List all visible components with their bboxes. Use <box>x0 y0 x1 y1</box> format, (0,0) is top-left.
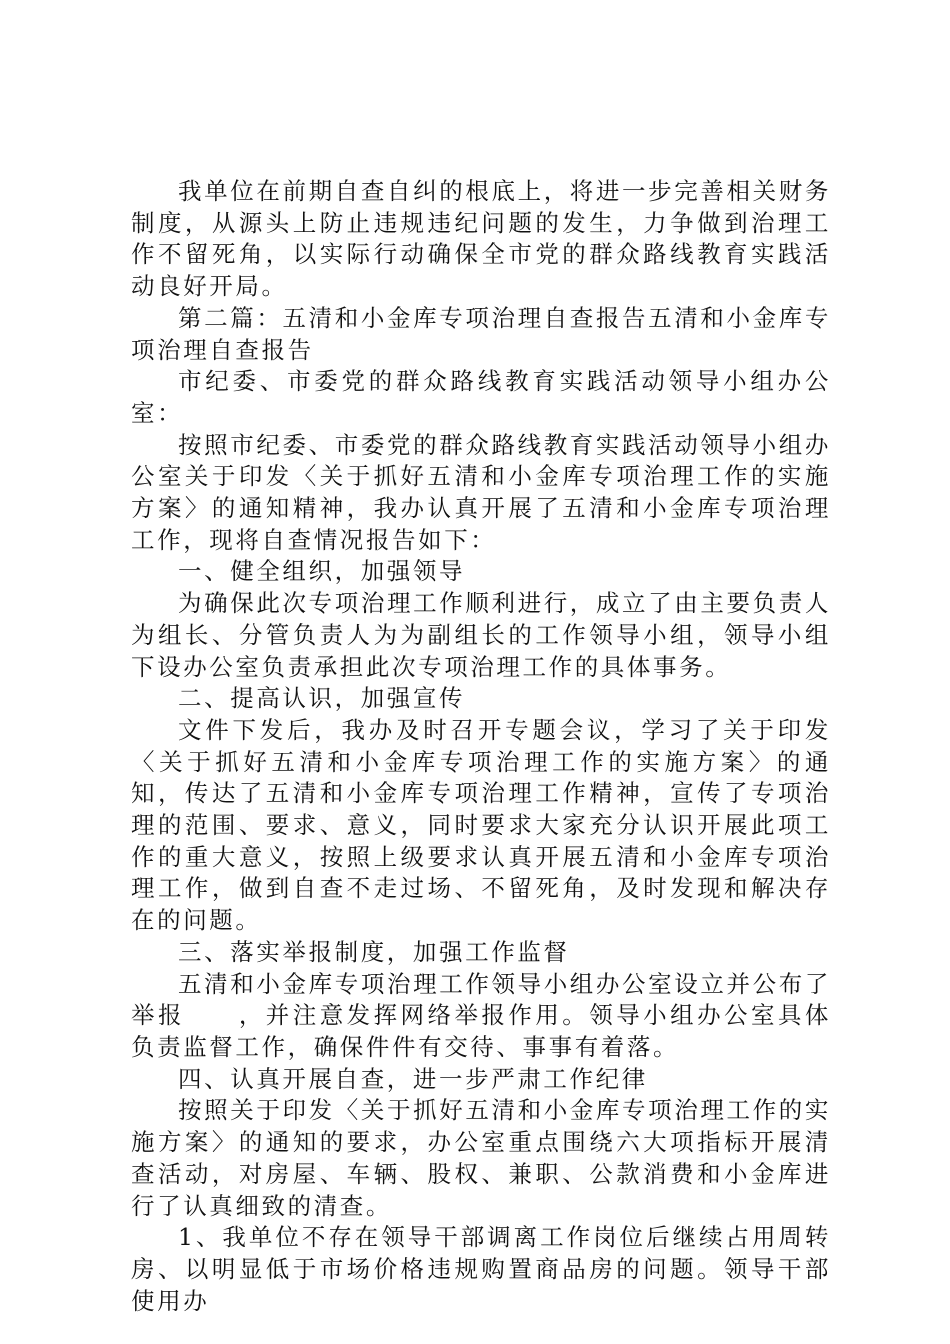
document-body <box>131 176 831 1317</box>
heading-section-three: 三、落实举报制度，加强工作监督 <box>178 937 570 966</box>
heading-section-two: 二、提高认识，加强宣传 <box>178 684 466 713</box>
paragraph-addressee: 市纪委、市委党的群众路线教育实践活动领导小组办公室： <box>131 367 831 427</box>
paragraph-section-one: 为确保此次专项治理工作顺利进行，成立了由主要负责人为组长、分管负责人为为副组长的工作领导小组，领导小组下设办公室负责承担此次专项治理工作的具体事务。 <box>131 589 831 681</box>
paragraph-closing-statement: 我单位在前期自查自纠的根底上，将进一步完善相关财务制度，从源头上防止违规违纪问题的发生，力争做到治理工作不留死角，以实际行动确保全市党的群众路线教育实践活动良好开局。 <box>131 177 831 301</box>
paragraph-section-four: 按照关于印发〈关于抓好五清和小金库专项治理工作的实施方案〉的通知的要求，办公室重点围绕六大项指标开展清查活动，对房屋、车辆、股权、兼职、公款消费和小金库进行了认真细致的清查。 <box>131 1096 831 1220</box>
paragraph-section-three: 五清和小金库专项治理工作领导小组办公室设立并公布了举报 ，并注意发挥网络举报作用。领导小组办公室具体负责监督工作，确保件件有交待、事事有着落。 <box>131 969 831 1061</box>
heading-section-four: 四、认真开展自查，进一步严肃工作纪律 <box>178 1064 648 1093</box>
heading-section-one: 一、健全组织，加强领导 <box>178 557 466 586</box>
paragraph-section-two: 文件下发后，我办及时召开专题会议，学习了关于印发〈关于抓好五清和小金库专项治理工作的实施方案〉的通知，传达了五清和小金库专项治理工作精神，宣传了专项治理的范围、要求、意义，同时要求大家充分认识开展此项工作的重大意义，按照上级要求认真开展五清和小金库专项治理工作，做到自查不走过场、不留死角，及时发现和解决存在的问题。 <box>131 715 831 935</box>
paragraph-section-title: 第二篇：五清和小金库专项治理自查报告五清和小金库专项治理自查报告 <box>131 303 831 364</box>
paragraph-introduction: 按照市纪委、市委党的群众路线教育实践活动领导小组办公室关于印发〈关于抓好五清和小金库专项治理工作的实施方案〉的通知精神，我办认真开展了五清和小金库专项治理工作，现将自查情况报告如下： <box>131 430 831 554</box>
paragraph-item-one: 1、我单位不存在领导干部调离工作岗位后继续占用周转房、以明显低于市场价格违规购置商品房的问题。领导干部使用办 <box>131 1223 831 1315</box>
